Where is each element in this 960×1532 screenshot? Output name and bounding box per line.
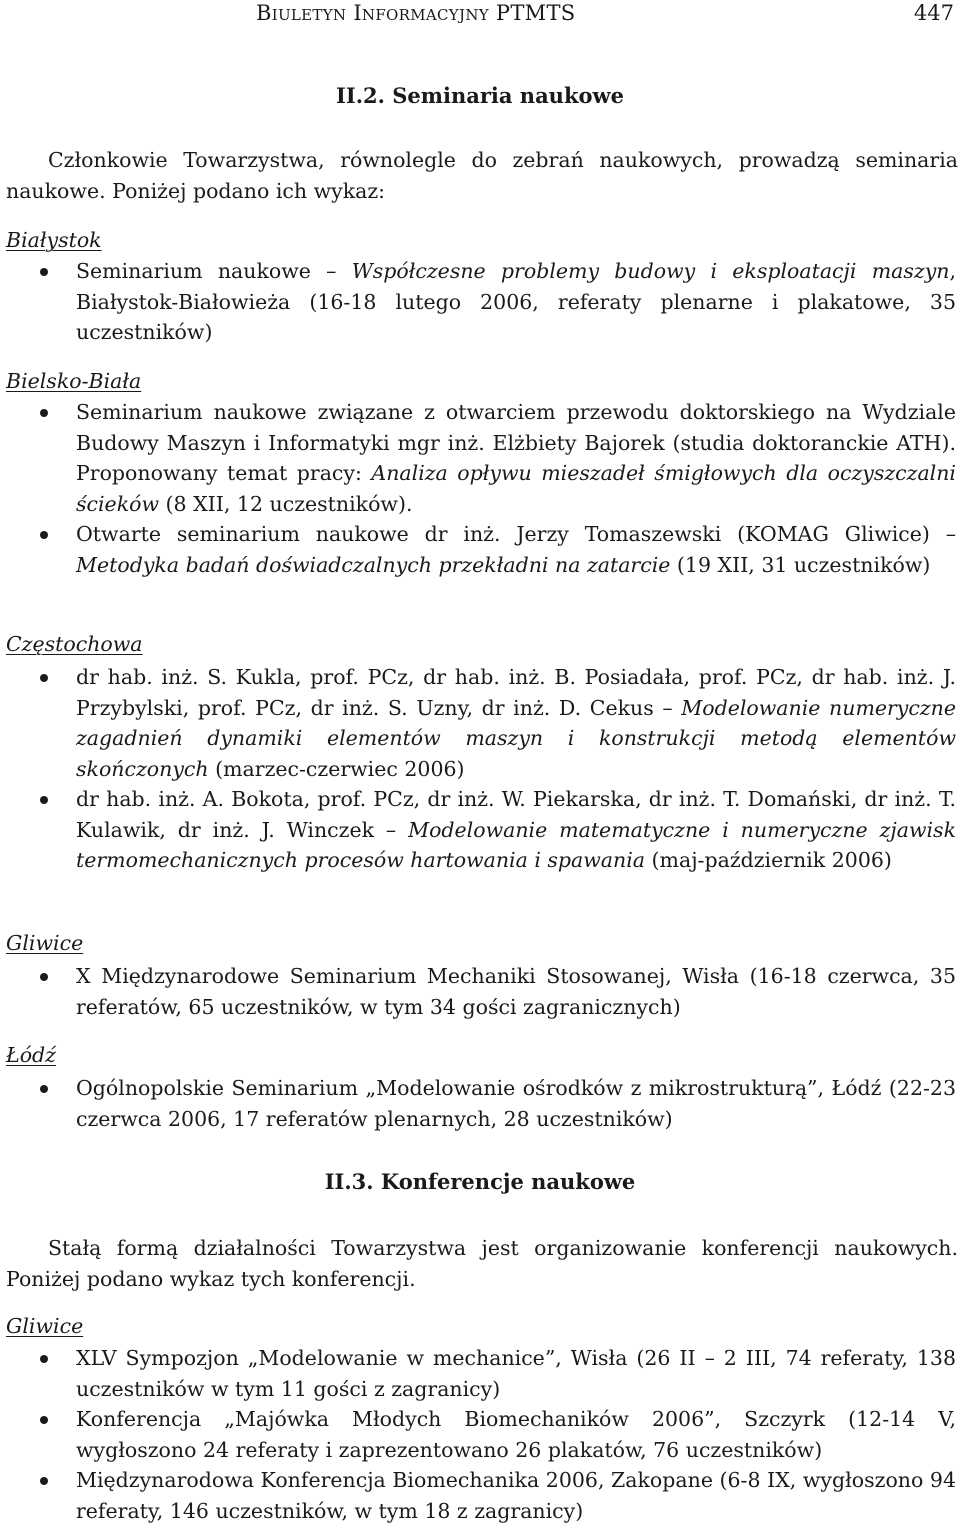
page-number: 447 — [913, 1, 954, 25]
list-item — [0, 1073, 960, 1134]
item-title: Metodyka badań doświadczalnych przekładni na zatarcie — [76, 552, 671, 577]
seminar-list-czestochowa — [0, 662, 960, 876]
list-item — [0, 784, 960, 876]
item-text: dr hab. inż. S. Kukla, prof. PCz, dr hab. inż. B. Posiadała, prof. PCz, dr hab. inż. J. Przybylski, prof. PCz, dr inż. S. Uzny, dr inż. D. Cekus – — [76, 665, 956, 720]
section-heading-konferencje: II.3. Konferencje naukowe — [324, 1169, 636, 1194]
list-item — [0, 397, 960, 519]
item-text: Międzynarodowa Konferencja Biomechanika 2006, Zakopane (6-8 IX, wygłoszono 94 referaty, 146 uczestników, w tym 18 z zagranicy) — [76, 1468, 956, 1523]
conference-list-gliwice — [0, 1343, 960, 1526]
intro-paragraph-konferencje: Stałą formą działalności Towarzystwa jest organizowanie konferencji naukowych. Poniżej podano wykaz tych konferencji. — [6, 1236, 958, 1291]
item-title: Współczesne problemy budowy i eksploatacji maszyn — [351, 259, 950, 283]
seminar-list-bialystok — [0, 256, 960, 348]
seminar-list-gliwice — [0, 961, 960, 1022]
location-heading-lodz: Łódź — [6, 1043, 56, 1067]
item-details: (8 XII, 12 uczestników). — [159, 491, 413, 516]
seminar-list-lodz — [0, 1073, 960, 1134]
item-text: dr hab. inż. A. Bokota, prof. PCz, dr inż. W. Piekarska, dr inż. T. Domański, dr inż. T. Kulawik, dr inż. J. Winczek – — [76, 787, 956, 842]
item-details: (marzec-czerwiec 2006) — [208, 756, 465, 781]
list-item — [0, 662, 960, 784]
item-text: Seminarium naukowe związane z otwarciem przewodu doktorskiego na Wydziale Budowy Maszyn i Informatyki mgr inż. Elżbiety Bajorek (studia doktoranckie ATH). Proponowany temat pracy: — [76, 400, 956, 485]
item-text: XLV Sympozjon „Modelowanie w mechanice”, Wisła (26 II – 2 III, 74 referaty, 138 uczestników w tym 11 gości z zagranicy) — [76, 1346, 956, 1401]
item-title: Modelowanie matematyczne i numeryczne zjawisk termomechanicznych procesów hartowania i spawania — [76, 817, 956, 872]
running-title: Biuletyn Informacyjny PTMTS — [256, 1, 576, 25]
list-item — [0, 519, 960, 580]
list-item — [0, 1465, 960, 1526]
location-heading-bielsko-biala: Bielsko-Biała — [6, 369, 142, 393]
item-text: Otwarte seminarium naukowe dr inż. Jerzy Tomaszewski (KOMAG Gliwice) – — [76, 522, 956, 546]
location-heading-gliwice-conferences: Gliwice — [6, 1314, 84, 1338]
item-title: Modelowanie numeryczne zagadnień dynamiki elementów maszyn i konstrukcji metodą elementów skończonych — [76, 695, 957, 781]
running-header — [0, 0, 958, 30]
list-item — [0, 961, 960, 1022]
item-text: X Międzynarodowe Seminarium Mechaniki Stosowanej, Wisła (16-18 czerwca, 35 referatów, 65 uczestników, w tym 34 gości zagranicznych) — [76, 964, 956, 1019]
bullet-icon — [40, 531, 48, 539]
location-heading-gliwice: Gliwice — [6, 931, 84, 955]
bullet-icon — [40, 1085, 48, 1093]
item-text: Seminarium naukowe – — [76, 259, 352, 283]
item-text: Ogólnopolskie Seminarium „Modelowanie ośrodków z mikrostrukturą”, Łódź (22-23 czerwca 2006, 17 referatów plenarnych, 28 uczestników) — [76, 1076, 956, 1131]
list-item — [0, 1343, 960, 1404]
bullet-icon — [40, 674, 48, 682]
intro-paragraph-seminaria: Członkowie Towarzystwa, równolegle do zebrań naukowych, prowadzą seminaria naukowe. Poniżej podano ich wykaz: — [6, 148, 958, 203]
seminar-list-bielsko-biala — [0, 397, 960, 580]
list-item — [0, 256, 960, 348]
item-details: , Białystok-Białowieża (16-18 lutego 2006, referaty plenarne i plakatowe, 35 uczestników) — [76, 259, 957, 344]
item-details: (maj-październik 2006) — [645, 848, 892, 872]
bullet-icon — [40, 1355, 48, 1363]
bullet-icon — [40, 1477, 48, 1485]
bullet-icon — [40, 973, 48, 981]
item-title: Analiza opływu mieszadeł śmigłowych dla oczyszczalni ścieków — [76, 461, 956, 516]
location-heading-czestochowa: Częstochowa — [6, 632, 143, 656]
bullet-icon — [40, 796, 48, 804]
list-item — [0, 1404, 960, 1465]
item-details: (19 XII, 31 uczestników) — [670, 552, 931, 577]
bullet-icon — [40, 409, 48, 417]
section-heading-seminaria: II.2. Seminaria naukowe — [336, 83, 624, 108]
item-text: Konferencja „Majówka Młodych Biomechaników 2006”, Szczyrk (12-14 V, wygłoszono 24 referaty i zaprezentowano 26 plakatów, 76 uczestników) — [76, 1407, 956, 1462]
bullet-icon — [40, 268, 48, 276]
location-heading-bialystok: Białystok — [6, 228, 102, 252]
bullet-icon — [40, 1416, 48, 1424]
